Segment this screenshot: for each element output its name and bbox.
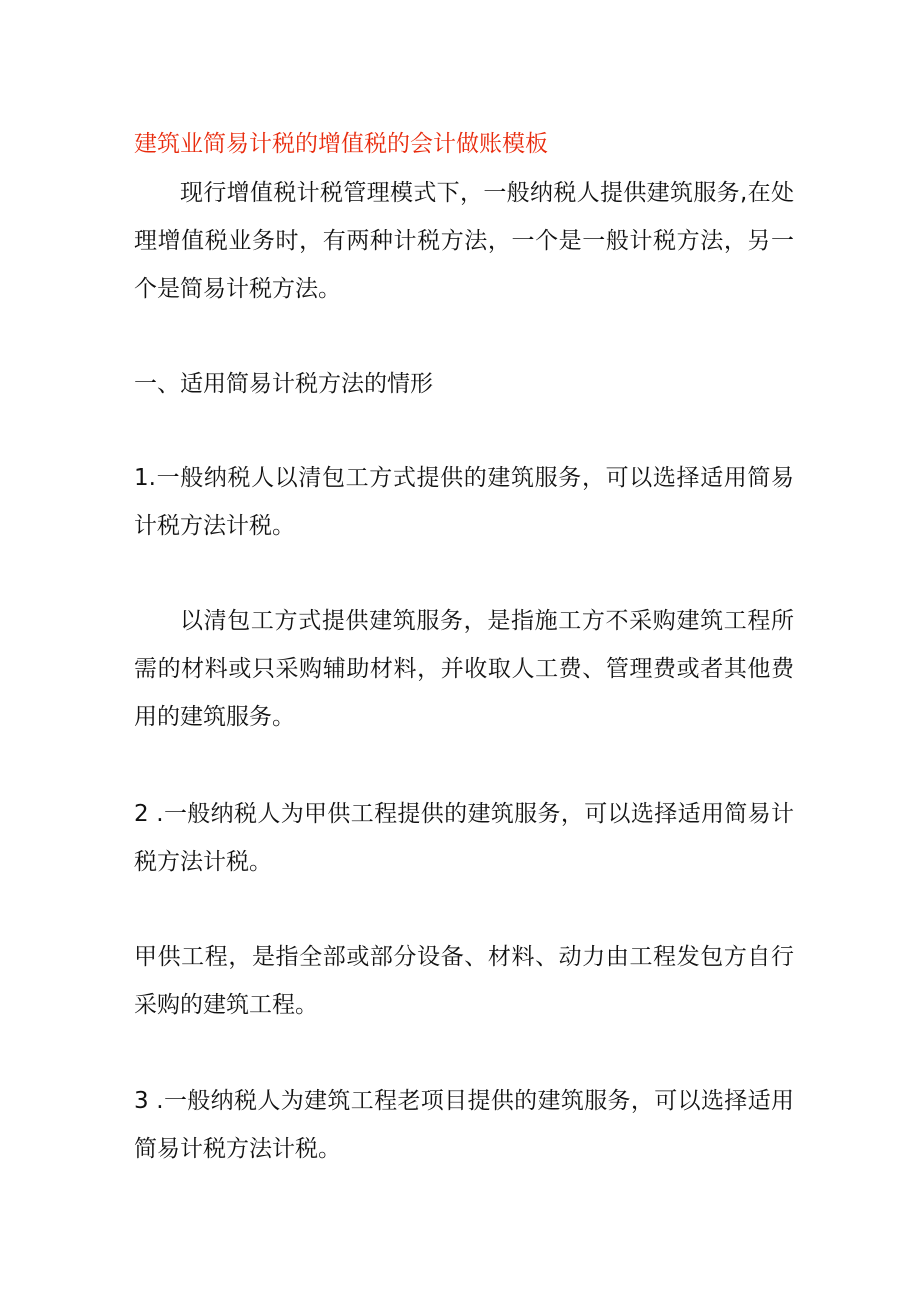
item-3-paragraph: 3 .一般纳税人为建筑工程老项目提供的建筑服务，可以选择适用简易计税方法计税。 bbox=[134, 1088, 794, 1162]
item-1-paragraph: 1.一般纳税人以清包工方式提供的建筑服务，可以选择适用简易计税方法计税。 bbox=[134, 465, 794, 539]
item-1-note-paragraph: 以清包工方式提供建筑服务，是指施工方不采购建筑工程所需的材料或只采购辅助材料，并收取人工费、管理费或者其他费用的建筑服务。 bbox=[134, 608, 794, 730]
item-2-paragraph: 2 .一般纳税人为甲供工程提供的建筑服务，可以选择适用简易计税方法计税。 bbox=[134, 801, 794, 875]
intro-paragraph: 现行增值税计税管理模式下，一般纳税人提供建筑服务,在处理增值税业务时，有两种计税方法，一个是一般计税方法，另一个是简易计税方法。 bbox=[134, 180, 794, 302]
item-2-note-paragraph: 甲供工程，是指全部或部分设备、材料、动力由工程发包方自行采购的建筑工程。 bbox=[134, 944, 794, 1018]
section-heading: 一、适用简易计税方法的情形 bbox=[134, 371, 433, 397]
document-title: 建筑业简易计税的增值税的会计做账模板 bbox=[134, 131, 548, 157]
